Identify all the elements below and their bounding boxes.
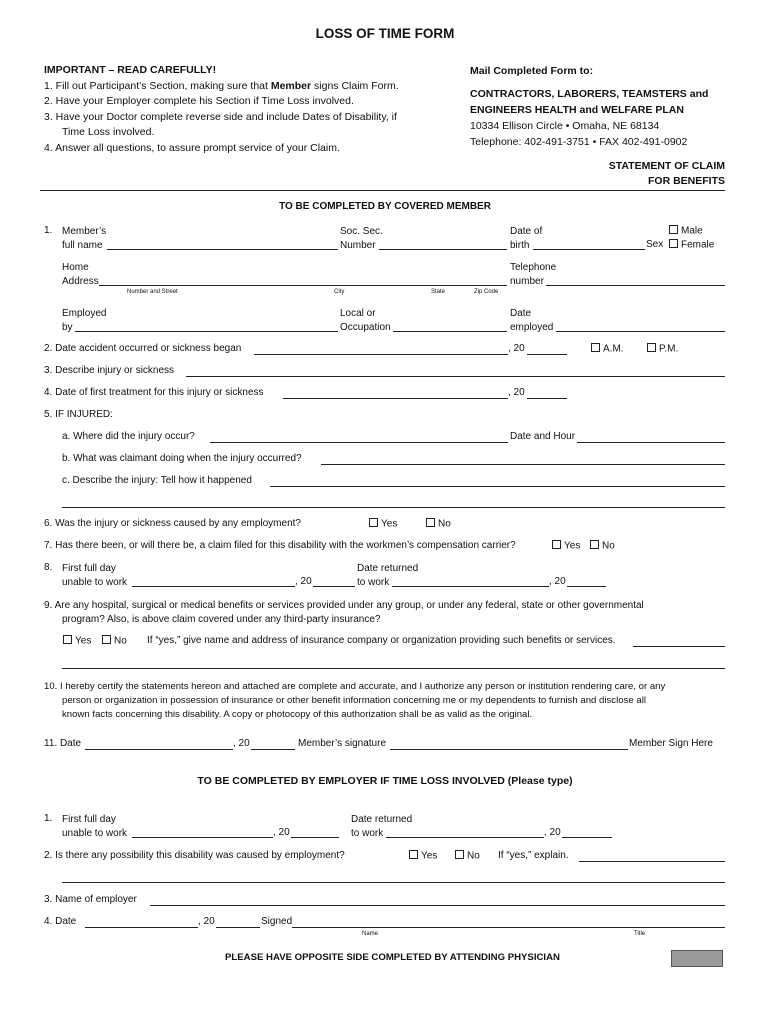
q8-dr-year-label: , 20	[549, 576, 566, 587]
soc-sec-field[interactable]	[379, 249, 507, 250]
q9-yes-checkbox[interactable]	[63, 635, 72, 644]
date-employed-field[interactable]	[556, 331, 725, 332]
e1-dr-field[interactable]	[386, 837, 544, 838]
q5b-label: b. What was claimant doing when the injury occurred?	[62, 453, 302, 464]
mail-org-2: ENGINEERS HEALTH and WELFARE PLAN	[470, 104, 684, 116]
member-name-field[interactable]	[107, 249, 338, 250]
female-checkbox[interactable]	[669, 239, 678, 248]
statement-of-claim: STATEMENT OF CLAIM FOR BENEFITS	[608, 160, 725, 187]
telephone-label: Telephone number	[510, 262, 557, 287]
am-checkbox[interactable]	[591, 343, 600, 352]
members-name-label: Member’s full name	[62, 226, 107, 251]
q1-number: 1.	[44, 225, 53, 236]
q11-date-field[interactable]	[85, 749, 233, 750]
e2-yes[interactable]: Yes	[409, 850, 437, 862]
q5a-field[interactable]	[210, 442, 508, 443]
e1-ffd-year-field[interactable]	[291, 837, 339, 838]
q5c-label: c. Describe the injury: Tell how it happened	[62, 475, 252, 486]
sub-city: City	[334, 289, 345, 295]
e2-no-checkbox[interactable]	[455, 850, 464, 859]
q6-yes-checkbox[interactable]	[369, 518, 378, 527]
q4-year-label: , 20	[508, 387, 525, 398]
employer-name-field[interactable]	[150, 905, 725, 906]
q9-yes[interactable]: Yes	[63, 635, 91, 647]
q8-number: 8.	[44, 562, 53, 573]
q4-year-field[interactable]	[527, 398, 567, 399]
employed-by-label: Employed by	[62, 308, 107, 333]
q8-dr-year-field[interactable]	[567, 586, 606, 587]
e1-dr-year-label: , 20	[544, 827, 561, 838]
mail-block	[470, 63, 708, 150]
q8-ffd-label: First full day unable to work	[62, 563, 128, 588]
e1-dr-label: Date returned to work	[351, 814, 413, 839]
mail-phone: Telephone: 402-491-3751 • FAX 402-491-0902	[470, 136, 688, 148]
e4-date-label: 4. Date	[44, 916, 77, 927]
title-sublabel: Title	[634, 931, 646, 937]
e1-ffd-field[interactable]	[132, 837, 273, 838]
e1-number: 1.	[44, 813, 53, 824]
e2-label: 2. Is there any possibility this disability was caused by employment?	[44, 850, 345, 861]
instruction-3: 3. Have your Doctor complete reverse side and include Dates of Disability, if	[44, 110, 397, 123]
q11-date-label: 11. Date	[44, 738, 82, 749]
mail-heading: Mail Completed Form to:	[470, 65, 594, 77]
e1-ffd-label: First full day unable to work	[62, 814, 128, 839]
member-section-heading: TO BE COMPLETED BY COVERED MEMBER	[279, 201, 491, 212]
q7-yes[interactable]: Yes	[552, 540, 580, 552]
name-sublabel: Name	[362, 931, 379, 937]
male-checkbox[interactable]	[669, 225, 678, 234]
male-option[interactable]: Male	[669, 225, 703, 237]
q5c-field[interactable]	[270, 486, 725, 487]
e4-year-field[interactable]	[216, 927, 260, 928]
q5-label: 5. IF INJURED:	[44, 409, 113, 420]
home-address-field[interactable]	[99, 285, 507, 286]
q2-year-field[interactable]	[527, 354, 567, 355]
member-signature-field[interactable]	[390, 749, 628, 750]
q2-label: 2. Date accident occurred or sickness began	[44, 343, 242, 354]
q2-date-field[interactable]	[254, 354, 508, 355]
q8-dr-label: Date returned to work	[357, 563, 419, 588]
q5a-label: a. Where did the injury occur?	[62, 431, 195, 442]
e2-no[interactable]: No	[455, 850, 480, 862]
instruction-1: 1. Fill out Participant’s Section, making sure that Member signs Claim Form.	[44, 79, 399, 92]
q5a-date-label: Date and Hour	[510, 431, 576, 442]
q4-label: 4. Date of first treatment for this injury or sickness	[44, 387, 264, 398]
q9-no[interactable]: No	[102, 635, 127, 647]
mail-address: 10334 Ellison Circle • Omaha, NE 68134	[470, 120, 660, 132]
member-sign-here: Member Sign Here	[629, 738, 713, 749]
e2-yes-checkbox[interactable]	[409, 850, 418, 859]
q9-no-checkbox[interactable]	[102, 635, 111, 644]
e2-explain-field[interactable]	[579, 861, 725, 862]
q11-year-field[interactable]	[251, 749, 295, 750]
q6-yes[interactable]: Yes	[369, 518, 397, 530]
sub-street: Number and Street	[127, 289, 178, 295]
q9-label: 9. Are any hospital, surgical or medical benefits or services provided under any group, or under any federal, state or other governmental program? Also, is above claim covered under any third-party insurance?	[44, 600, 644, 625]
pm-checkbox[interactable]	[647, 343, 656, 352]
e2-explain-field-2[interactable]	[62, 882, 725, 883]
signed-label: Signed	[261, 916, 293, 927]
instruction-3-cont: Time Loss involved.	[62, 126, 155, 138]
q5b-field[interactable]	[321, 464, 725, 465]
mail-org-1: CONTRACTORS, LABORERS, TEAMSTERS and	[470, 88, 709, 100]
q6-no-checkbox[interactable]	[426, 518, 435, 527]
sex-label: Sex	[646, 239, 664, 250]
occupation-label: Local or Occupation	[340, 308, 391, 333]
q4-date-field[interactable]	[283, 398, 508, 399]
q2-year-label: , 20	[508, 343, 525, 354]
q5a-date-field[interactable]	[577, 442, 725, 443]
form-title: LOSS OF TIME FORM	[315, 26, 455, 41]
section-divider	[40, 190, 725, 191]
female-option[interactable]: Female	[669, 239, 714, 251]
am-option[interactable]: A.M.	[591, 343, 624, 355]
e2-explain-label: If “yes,” explain.	[498, 850, 569, 861]
instruction-2: 2. Have your Employer complete his Section if Time Loss involved.	[44, 95, 354, 107]
sub-zip: Zip Code	[474, 289, 499, 295]
q10-certification: 10. I hereby certify the statements hereon and attached are complete and accurate, and I authorize any person or institution rendering care, or any person or organization in possession of insurance or other benefit information concerning me or my dependents to furnish and disclose all known facts concerning this disability. A copy or photocopy of this authorization shall be as valid as the original.	[44, 681, 666, 720]
employer-signature-field[interactable]	[292, 927, 725, 928]
soc-sec-label: Soc. Sec. Number	[340, 226, 383, 251]
q7-yes-checkbox[interactable]	[552, 540, 561, 549]
home-address-label: Home Address	[62, 262, 99, 287]
employer-section-heading: TO BE COMPLETED BY EMPLOYER IF TIME LOSS INVOLVED (Please type)	[197, 775, 573, 787]
q9-ifyes-label: If “yes,” give name and address of insurance company or organization providing such benefits or services.	[147, 635, 616, 646]
q9-field[interactable]	[633, 646, 725, 647]
date-employed-label: Date employed	[510, 308, 554, 333]
instruction-4: 4. Answer all questions, to assure prompt service of your Claim.	[44, 141, 340, 154]
grey-box	[671, 950, 723, 967]
e3-label: 3. Name of employer	[44, 894, 137, 905]
q3-field[interactable]	[186, 376, 725, 377]
sub-state: State	[431, 289, 446, 295]
q8-ffd-field[interactable]	[132, 586, 295, 587]
dob-field[interactable]	[533, 249, 645, 250]
q8-ffd-year-field[interactable]	[313, 586, 355, 587]
e4-date-field[interactable]	[85, 927, 198, 928]
telephone-field[interactable]	[546, 285, 725, 286]
occupation-field[interactable]	[393, 331, 507, 332]
q11-year-label: , 20	[233, 738, 250, 749]
member-signature-label: Member’s signature	[298, 738, 387, 749]
e1-dr-year-field[interactable]	[562, 837, 612, 838]
e1-ffd-year-label: , 20	[273, 827, 290, 838]
q7-label: 7. Has there been, or will there be, a claim filed for this disability with the workmen’s compensation carrier?	[44, 540, 516, 551]
q8-dr-field[interactable]	[392, 586, 549, 587]
dob-label: Date of birth	[510, 226, 543, 251]
q9-field-2[interactable]	[62, 668, 725, 669]
q5c-field-2[interactable]	[62, 507, 725, 508]
q7-no[interactable]: No	[590, 540, 615, 552]
q7-no-checkbox[interactable]	[590, 540, 599, 549]
footer-note: PLEASE HAVE OPPOSITE SIDE COMPLETED BY ATTENDING PHYSICIAN	[225, 952, 560, 963]
q8-ffd-year-label: , 20	[295, 576, 312, 587]
employed-by-field[interactable]	[75, 331, 338, 332]
q6-label: 6. Was the injury or sickness caused by any employment?	[44, 518, 301, 529]
instructions	[44, 63, 399, 156]
q3-label: 3. Describe injury or sickness	[44, 365, 175, 376]
q6-no[interactable]: No	[426, 518, 451, 530]
pm-option[interactable]: P.M.	[647, 343, 678, 355]
e4-year-label: , 20	[198, 916, 215, 927]
instructions-heading: IMPORTANT – READ CAREFULLY!	[44, 64, 217, 76]
